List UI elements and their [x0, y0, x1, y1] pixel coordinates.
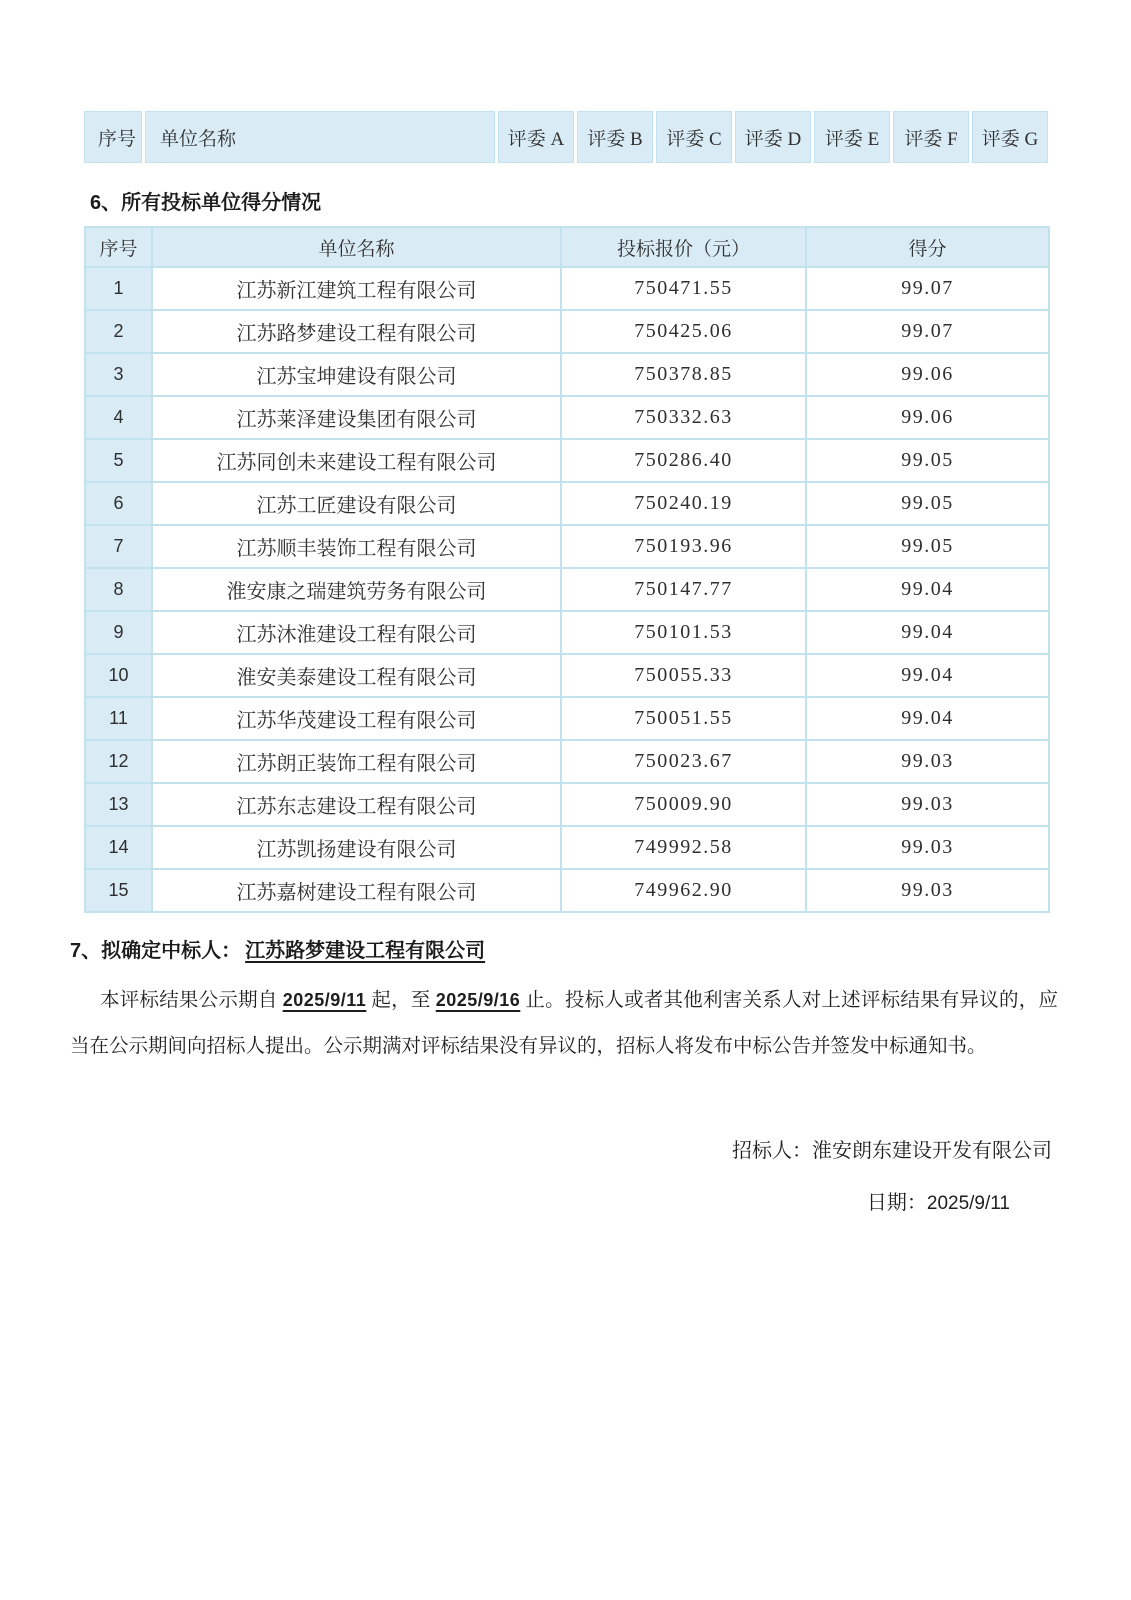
- cell-name: 江苏沐淮建设工程有限公司: [152, 611, 561, 654]
- cell-score: 99.07: [806, 310, 1049, 353]
- cell-name: 江苏凯扬建设有限公司: [152, 826, 561, 869]
- publicity-text: 止。投标人或者其他利害关系人对上述评标结果有异议的，应当在公示期间向招标人提出。公示期满对评标结果没有异议的，招标人将发布中标公告并签发中标通知书。: [70, 990, 1058, 1057]
- cell-seq: 11: [85, 697, 152, 740]
- cell-price: 749992.58: [561, 826, 806, 869]
- table-row: [85, 869, 1049, 912]
- cell-price: 750101.53: [561, 611, 806, 654]
- cell-name: 淮安康之瑞建筑劳务有限公司: [152, 568, 561, 611]
- table-row: [85, 740, 1049, 783]
- cell-score: 99.07: [806, 267, 1049, 310]
- cell-seq: 9: [85, 611, 152, 654]
- evaluator-table-seq-header: 序号: [84, 111, 142, 163]
- cell-name: 江苏朗正装饰工程有限公司: [152, 740, 561, 783]
- cell-name: 江苏东志建设工程有限公司: [152, 783, 561, 826]
- cell-price: 750240.19: [561, 482, 806, 525]
- cell-score: 99.04: [806, 697, 1049, 740]
- cell-seq: 12: [85, 740, 152, 783]
- table-row: [85, 439, 1049, 482]
- cell-price: 750055.33: [561, 654, 806, 697]
- cell-seq: 6: [85, 482, 152, 525]
- section6-title: 6、所有投标单位得分情况: [90, 192, 322, 214]
- evaluator-header-cell: 评委 A: [498, 111, 574, 163]
- evaluator-header-cell: 评委 C: [656, 111, 732, 163]
- cell-score: 99.05: [806, 525, 1049, 568]
- header-name: 单位名称: [152, 227, 561, 267]
- table-row: [85, 353, 1049, 396]
- cell-name: 江苏华茂建设工程有限公司: [152, 697, 561, 740]
- evaluator-header-table: [84, 111, 1048, 163]
- date-label: 日期：: [866, 1192, 927, 1214]
- cell-score: 99.03: [806, 826, 1049, 869]
- cell-name: 江苏嘉树建设工程有限公司: [152, 869, 561, 912]
- tenderer-name: 淮安朗东建设开发有限公司: [812, 1140, 1052, 1162]
- cell-seq: 1: [85, 267, 152, 310]
- table-row: [85, 826, 1049, 869]
- score-table-header-row: [85, 227, 1049, 267]
- cell-score: 99.04: [806, 568, 1049, 611]
- cell-price: 750051.55: [561, 697, 806, 740]
- table-row: [85, 267, 1049, 310]
- date-value: 2025/9/11: [926, 1193, 1010, 1214]
- cell-score: 99.03: [806, 869, 1049, 912]
- cell-price: 750425.06: [561, 310, 806, 353]
- table-row: [85, 396, 1049, 439]
- cell-name: 江苏路梦建设工程有限公司: [152, 310, 561, 353]
- publicity-text: 起，至: [366, 990, 436, 1011]
- cell-score: 99.05: [806, 439, 1049, 482]
- cell-seq: 7: [85, 525, 152, 568]
- tenderer-line: [0, 1134, 1052, 1163]
- cell-name: 江苏宝坤建设有限公司: [152, 353, 561, 396]
- header-score: 得分: [806, 227, 1049, 267]
- cell-price: 750332.63: [561, 396, 806, 439]
- table-row: [85, 482, 1049, 525]
- cell-name: 江苏莱泽建设集团有限公司: [152, 396, 561, 439]
- evaluator-header-cell: 评委 D: [735, 111, 811, 163]
- cell-seq: 4: [85, 396, 152, 439]
- table-row: [85, 310, 1049, 353]
- cell-price: 750193.96: [561, 525, 806, 568]
- publicity-date: 2025/9/16: [435, 990, 521, 1010]
- table-row: [85, 654, 1049, 697]
- evaluator-header-cell: 评委 E: [814, 111, 890, 163]
- section7-prefix: 7、拟确定中标人：: [70, 940, 242, 962]
- winner-name: 江苏路梦建设工程有限公司: [245, 940, 486, 962]
- table-row: [85, 525, 1049, 568]
- cell-seq: 8: [85, 568, 152, 611]
- cell-seq: 15: [85, 869, 152, 912]
- header-price: 投标报价（元）: [561, 227, 806, 267]
- date-line: [0, 1186, 1010, 1215]
- evaluator-header-cell: 评委 G: [972, 111, 1048, 163]
- cell-seq: 14: [85, 826, 152, 869]
- cell-seq: 5: [85, 439, 152, 482]
- publicity-paragraph: [70, 977, 1058, 1070]
- score-table: [84, 226, 1050, 913]
- evaluator-header-cell: 评委 F: [893, 111, 969, 163]
- cell-score: 99.03: [806, 740, 1049, 783]
- cell-seq: 2: [85, 310, 152, 353]
- publicity-text: 本评标结果公示期自: [100, 990, 283, 1011]
- cell-score: 99.04: [806, 611, 1049, 654]
- cell-score: 99.05: [806, 482, 1049, 525]
- cell-name: 淮安美泰建设工程有限公司: [152, 654, 561, 697]
- cell-price: 750023.67: [561, 740, 806, 783]
- table-row: [85, 697, 1049, 740]
- table-row: [85, 568, 1049, 611]
- section7-title: [70, 934, 485, 963]
- tenderer-label: 招标人：: [732, 1140, 812, 1162]
- evaluator-header-cell: 评委 B: [577, 111, 653, 163]
- cell-price: 750378.85: [561, 353, 806, 396]
- cell-seq: 3: [85, 353, 152, 396]
- cell-price: 750009.90: [561, 783, 806, 826]
- cell-price: 750471.55: [561, 267, 806, 310]
- table-row: [85, 611, 1049, 654]
- table-row: [85, 783, 1049, 826]
- cell-name: 江苏同创未来建设工程有限公司: [152, 439, 561, 482]
- cell-name: 江苏工匠建设有限公司: [152, 482, 561, 525]
- cell-score: 99.03: [806, 783, 1049, 826]
- cell-price: 750147.77: [561, 568, 806, 611]
- publicity-date: 2025/9/11: [282, 990, 367, 1010]
- cell-seq: 10: [85, 654, 152, 697]
- cell-name: 江苏顺丰装饰工程有限公司: [152, 525, 561, 568]
- cell-seq: 13: [85, 783, 152, 826]
- cell-price: 750286.40: [561, 439, 806, 482]
- evaluator-table-name-header: 单位名称: [145, 111, 495, 163]
- cell-score: 99.06: [806, 396, 1049, 439]
- header-seq: 序号: [85, 227, 152, 267]
- cell-price: 749962.90: [561, 869, 806, 912]
- cell-score: 99.04: [806, 654, 1049, 697]
- cell-score: 99.06: [806, 353, 1049, 396]
- cell-name: 江苏新江建筑工程有限公司: [152, 267, 561, 310]
